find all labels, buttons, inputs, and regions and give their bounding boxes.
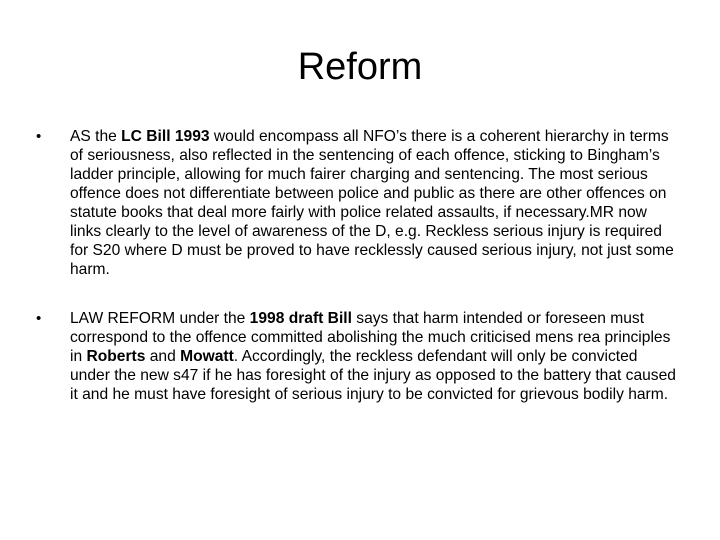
bold-segment: LC Bill 1993	[121, 128, 210, 145]
text-segment: . Accordingly, the reckless defendant will only be convicted under the new s47 if he has foresight of the injury as opposed to the battery that caused it and he must have foresight of serious injury to be convicted for grievous bodily harm.	[70, 348, 676, 403]
bold-segment: 1998 draft Bill	[249, 310, 352, 327]
bullet-text	[70, 310, 676, 403]
bullet-text	[70, 128, 674, 278]
bullet-point-icon: •	[36, 310, 42, 327]
text-segment: and	[145, 348, 181, 365]
text-segment: LAW REFORM under the	[70, 310, 250, 327]
text-segment: says that harm intended or foreseen must correspond to the offence committed abolishing the much criticised mens rea principles in	[70, 310, 671, 365]
bold-segment: Roberts	[86, 348, 146, 365]
text-segment: AS the	[70, 128, 122, 145]
slide-title: Reform	[297, 46, 423, 88]
text-segment: would encompass all NFO’s there is a coherent hierarchy in terms of seriousness, also reflected in the sentencing of each offence, sticking to Bingham’s ladder principle, allowing for much fairer charging and sentencing. The most serious offence does not differentiate between police and public as there are other offences on statute books that deal more fairly with police related assaults, if necessary.MR now links clearly to the level of awareness of the D, e.g. Reckless serious injury is required for S20 where D must be proved to have recklessly caused serious injury, not just some harm.	[70, 128, 674, 278]
bullet-item-lc-bill	[36, 127, 676, 279]
bullet-item-law-reform	[36, 309, 676, 404]
bold-segment: Mowatt	[180, 348, 234, 365]
bullet-point-icon: •	[36, 128, 42, 145]
bullet-list	[36, 127, 676, 434]
